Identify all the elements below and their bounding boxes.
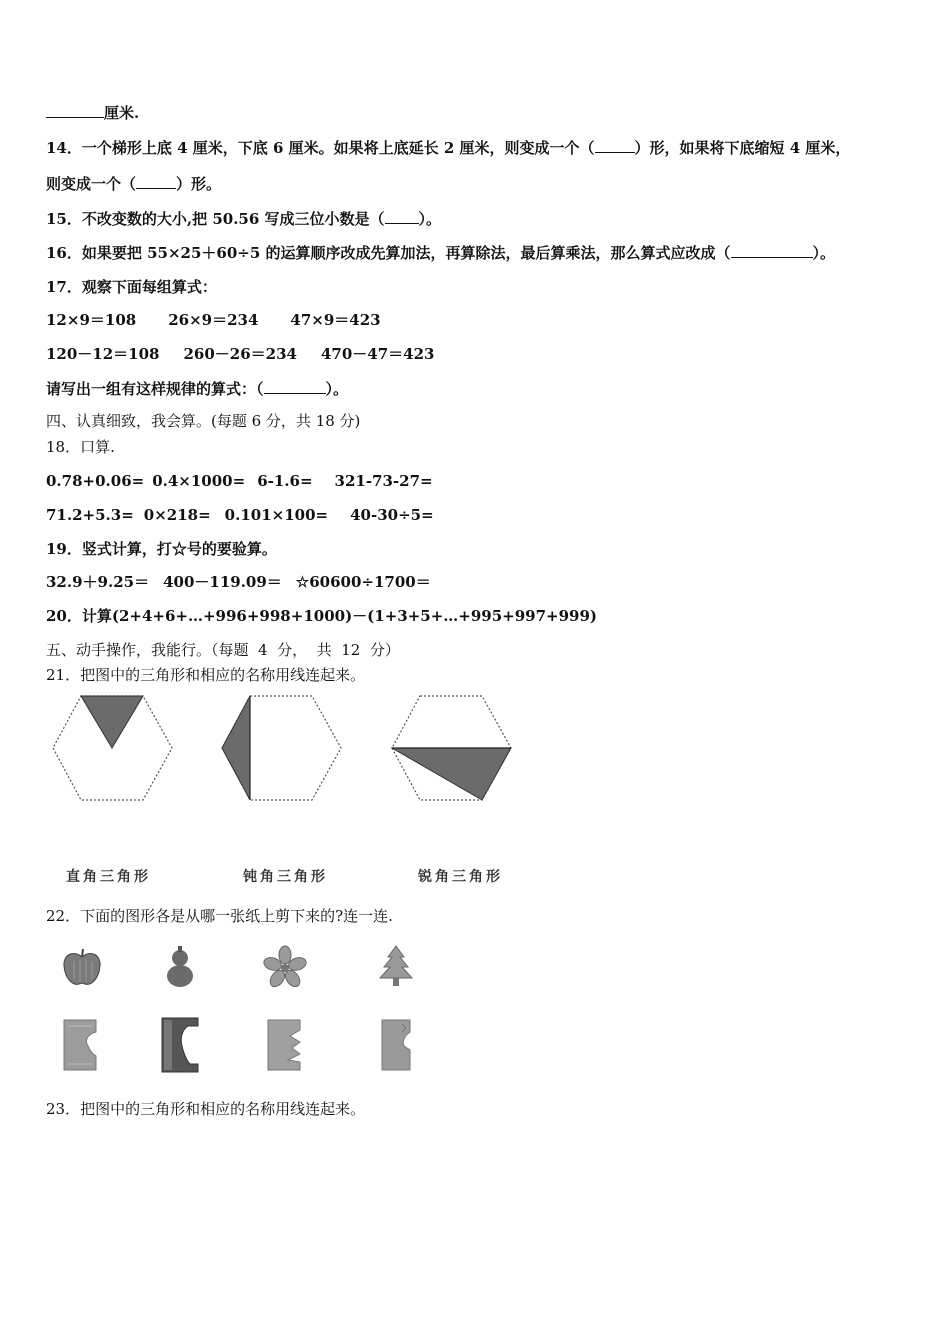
q17-row2: 120－12＝108 260－26＝234 470－47＝423 bbox=[46, 345, 435, 363]
paper-cut-2[interactable] bbox=[160, 1016, 200, 1074]
section-5-heading: 五、动手操作，我能行。（每题 4 分， 共 12 分） bbox=[46, 641, 400, 659]
answer-blank[interactable] bbox=[595, 137, 635, 153]
question-14-line2: 则变成一个（ ）形。 bbox=[46, 175, 222, 193]
q17-row1: 12×9＝108 26×9＝234 47×9＝423 bbox=[46, 311, 381, 329]
gourd-icon[interactable] bbox=[160, 944, 200, 990]
answer-blank[interactable] bbox=[136, 173, 176, 189]
top-answer-line: 厘米. bbox=[46, 102, 139, 123]
question-19-title: 19．竖式计算，打☆号的要验算。 bbox=[46, 540, 277, 558]
tree-icon[interactable] bbox=[374, 944, 418, 990]
paper-cut-4[interactable] bbox=[380, 1018, 412, 1072]
paper-cut-3[interactable] bbox=[266, 1018, 302, 1072]
answer-blank[interactable] bbox=[385, 208, 419, 224]
label-obtuse-triangle[interactable]: 钝角三角形 bbox=[243, 869, 328, 885]
hexagon-figure-acute-triangle bbox=[389, 692, 514, 804]
answer-blank[interactable] bbox=[731, 242, 813, 258]
apple-icon[interactable] bbox=[60, 945, 104, 989]
q18-row1: 0.78+0.06= 0.4×1000= 6-1.6= 321-73-27= bbox=[46, 472, 433, 490]
answer-blank[interactable] bbox=[46, 102, 104, 118]
question-22-title: 22．下面的图形各是从哪一张纸上剪下来的?连一连. bbox=[46, 907, 393, 925]
flower-icon[interactable] bbox=[262, 944, 308, 990]
question-18-title: 18．口算. bbox=[46, 438, 115, 456]
question-23: 23．把图中的三角形和相应的名称用线连起来。 bbox=[46, 1100, 366, 1118]
q17-ask: 请写出一组有这样规律的算式：（ ）。 bbox=[46, 380, 349, 398]
question-20: 20．计算(2+4+6+…+996+998+1000)－(1+3+5+…+995+997+999) bbox=[46, 607, 598, 625]
question-15: 15．不改变数的大小,把 50.56 写成三位小数是（ ）。 bbox=[46, 210, 442, 228]
question-21-title: 21．把图中的三角形和相应的名称用线连起来。 bbox=[46, 666, 366, 684]
label-acute-triangle[interactable]: 锐角三角形 bbox=[418, 869, 503, 885]
q19-row: 32.9＋9.25＝ 400－119.09＝ ☆60600÷1700＝ bbox=[46, 573, 431, 591]
section-4-heading: 四、认真细致，我会算。(每题 6 分，共 18 分) bbox=[46, 412, 361, 430]
hexagon-figure-right-triangle bbox=[50, 692, 175, 804]
label-right-triangle[interactable]: 直角三角形 bbox=[66, 869, 151, 885]
question-14-line1: 14．一个梯形上底 4 厘米，下底 6 厘米。如果将上底延长 2 厘米，则变成一个（ ）形，如果将下底缩短 4 厘米， bbox=[46, 139, 851, 157]
q18-row2: 71.2+5.3= 0×218= 0.101×100= 40-30÷5= bbox=[46, 506, 434, 524]
hexagon-figure-obtuse-triangle bbox=[219, 692, 344, 804]
question-17-title: 17．观察下面每组算式： bbox=[46, 278, 217, 296]
paper-cut-1[interactable] bbox=[62, 1018, 98, 1072]
question-16: 16．如果要把 55×25＋60÷5 的运算顺序改成先算加法，再算除法，最后算乘法，那么算式应改成（ ）。 bbox=[46, 244, 836, 262]
answer-blank[interactable] bbox=[264, 378, 326, 394]
